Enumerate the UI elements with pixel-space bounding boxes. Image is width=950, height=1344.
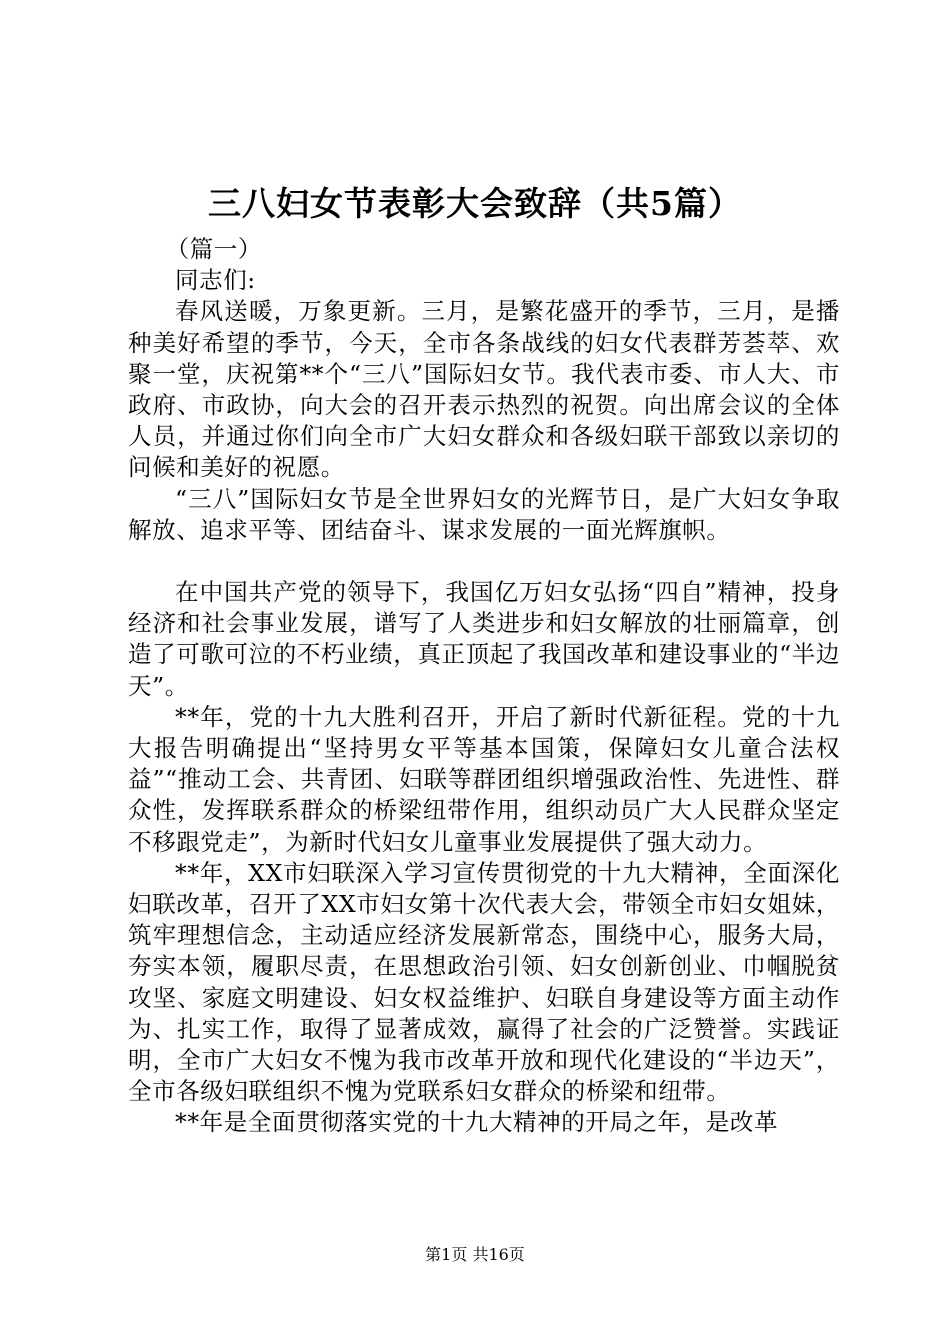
section-label: （篇一） xyxy=(165,235,262,263)
paragraph-4: **年，党的十九大胜利召开，开启了新时代新征程。党的十九大报告明确提出“坚持男女平等基本国策，保障妇女儿童合法权益”“推动工会、共青团、妇联等群团组织增强政治性、先进性、群众性，发挥联系群众的桥梁纽带作用，组织动员广大人民群众坚定不移跟党走”，为新时代妇女儿童事业发展提供了强大动力。 xyxy=(128,702,840,856)
paragraph-2: “三八”国际妇女节是全世界妇女的光辉节日，是广大妇女争取解放、追求平等、团结奋斗、谋求发展的一面光辉旗帜。 xyxy=(128,484,840,544)
paragraph-3: 在中国共产党的领导下，我国亿万妇女弘扬“四自”精神，投身经济和社会事业发展，谱写了人类进步和妇女解放的壮丽篇章，创造了可歌可泣的不朽业绩，真正顶起了我国改革和建设事业的“半边天”。 xyxy=(128,578,840,700)
document-body xyxy=(128,234,840,1139)
document-title: 三八妇女节表彰大会致辞（共5篇） xyxy=(208,184,742,223)
page-footer: 第1页 共16页 xyxy=(425,1245,525,1264)
paragraph-6: **年是全面贯彻落实党的十九大精神的开局之年，是改革 xyxy=(175,1108,779,1137)
paragraph-1: 春风送暖，万象更新。三月，是繁花盛开的季节，三月，是播种美好希望的季节，今天，全市各条战线的妇女代表群芳荟萃、欢聚一堂，庆祝第**个“三八”国际妇女节。我代表市委、市人大、市政府、市政协，向大会的召开表示热烈的祝贺。向出席会议的全体人员，并通过你们向全市广大妇女群众和各级妇联干部致以亲切的问候和美好的祝愿。 xyxy=(128,297,840,482)
salutation: 同志们: xyxy=(175,266,256,295)
paragraph-5: **年，XX市妇联深入学习宣传贯彻党的十九大精神，全面深化妇联改革，召开了XX市妇女第十次代表大会，带领全市妇女姐妹，筑牢理想信念，主动适应经济发展新常态，围绕中心，服务大局，夯实本领，履职尽责，在思想政治引领、妇女创新创业、巾帼脱贫攻坚、家庭文明建设、妇女权益维护、妇联自身建设等方面主动作为、扎实工作，取得了显著成效，赢得了社会的广泛赞誉。实践证明，全市广大妇女不愧为我市改革开放和现代化建设的“半边天”，全市各级妇联组织不愧为党联系妇女群众的桥梁和纽带。 xyxy=(128,858,840,1106)
